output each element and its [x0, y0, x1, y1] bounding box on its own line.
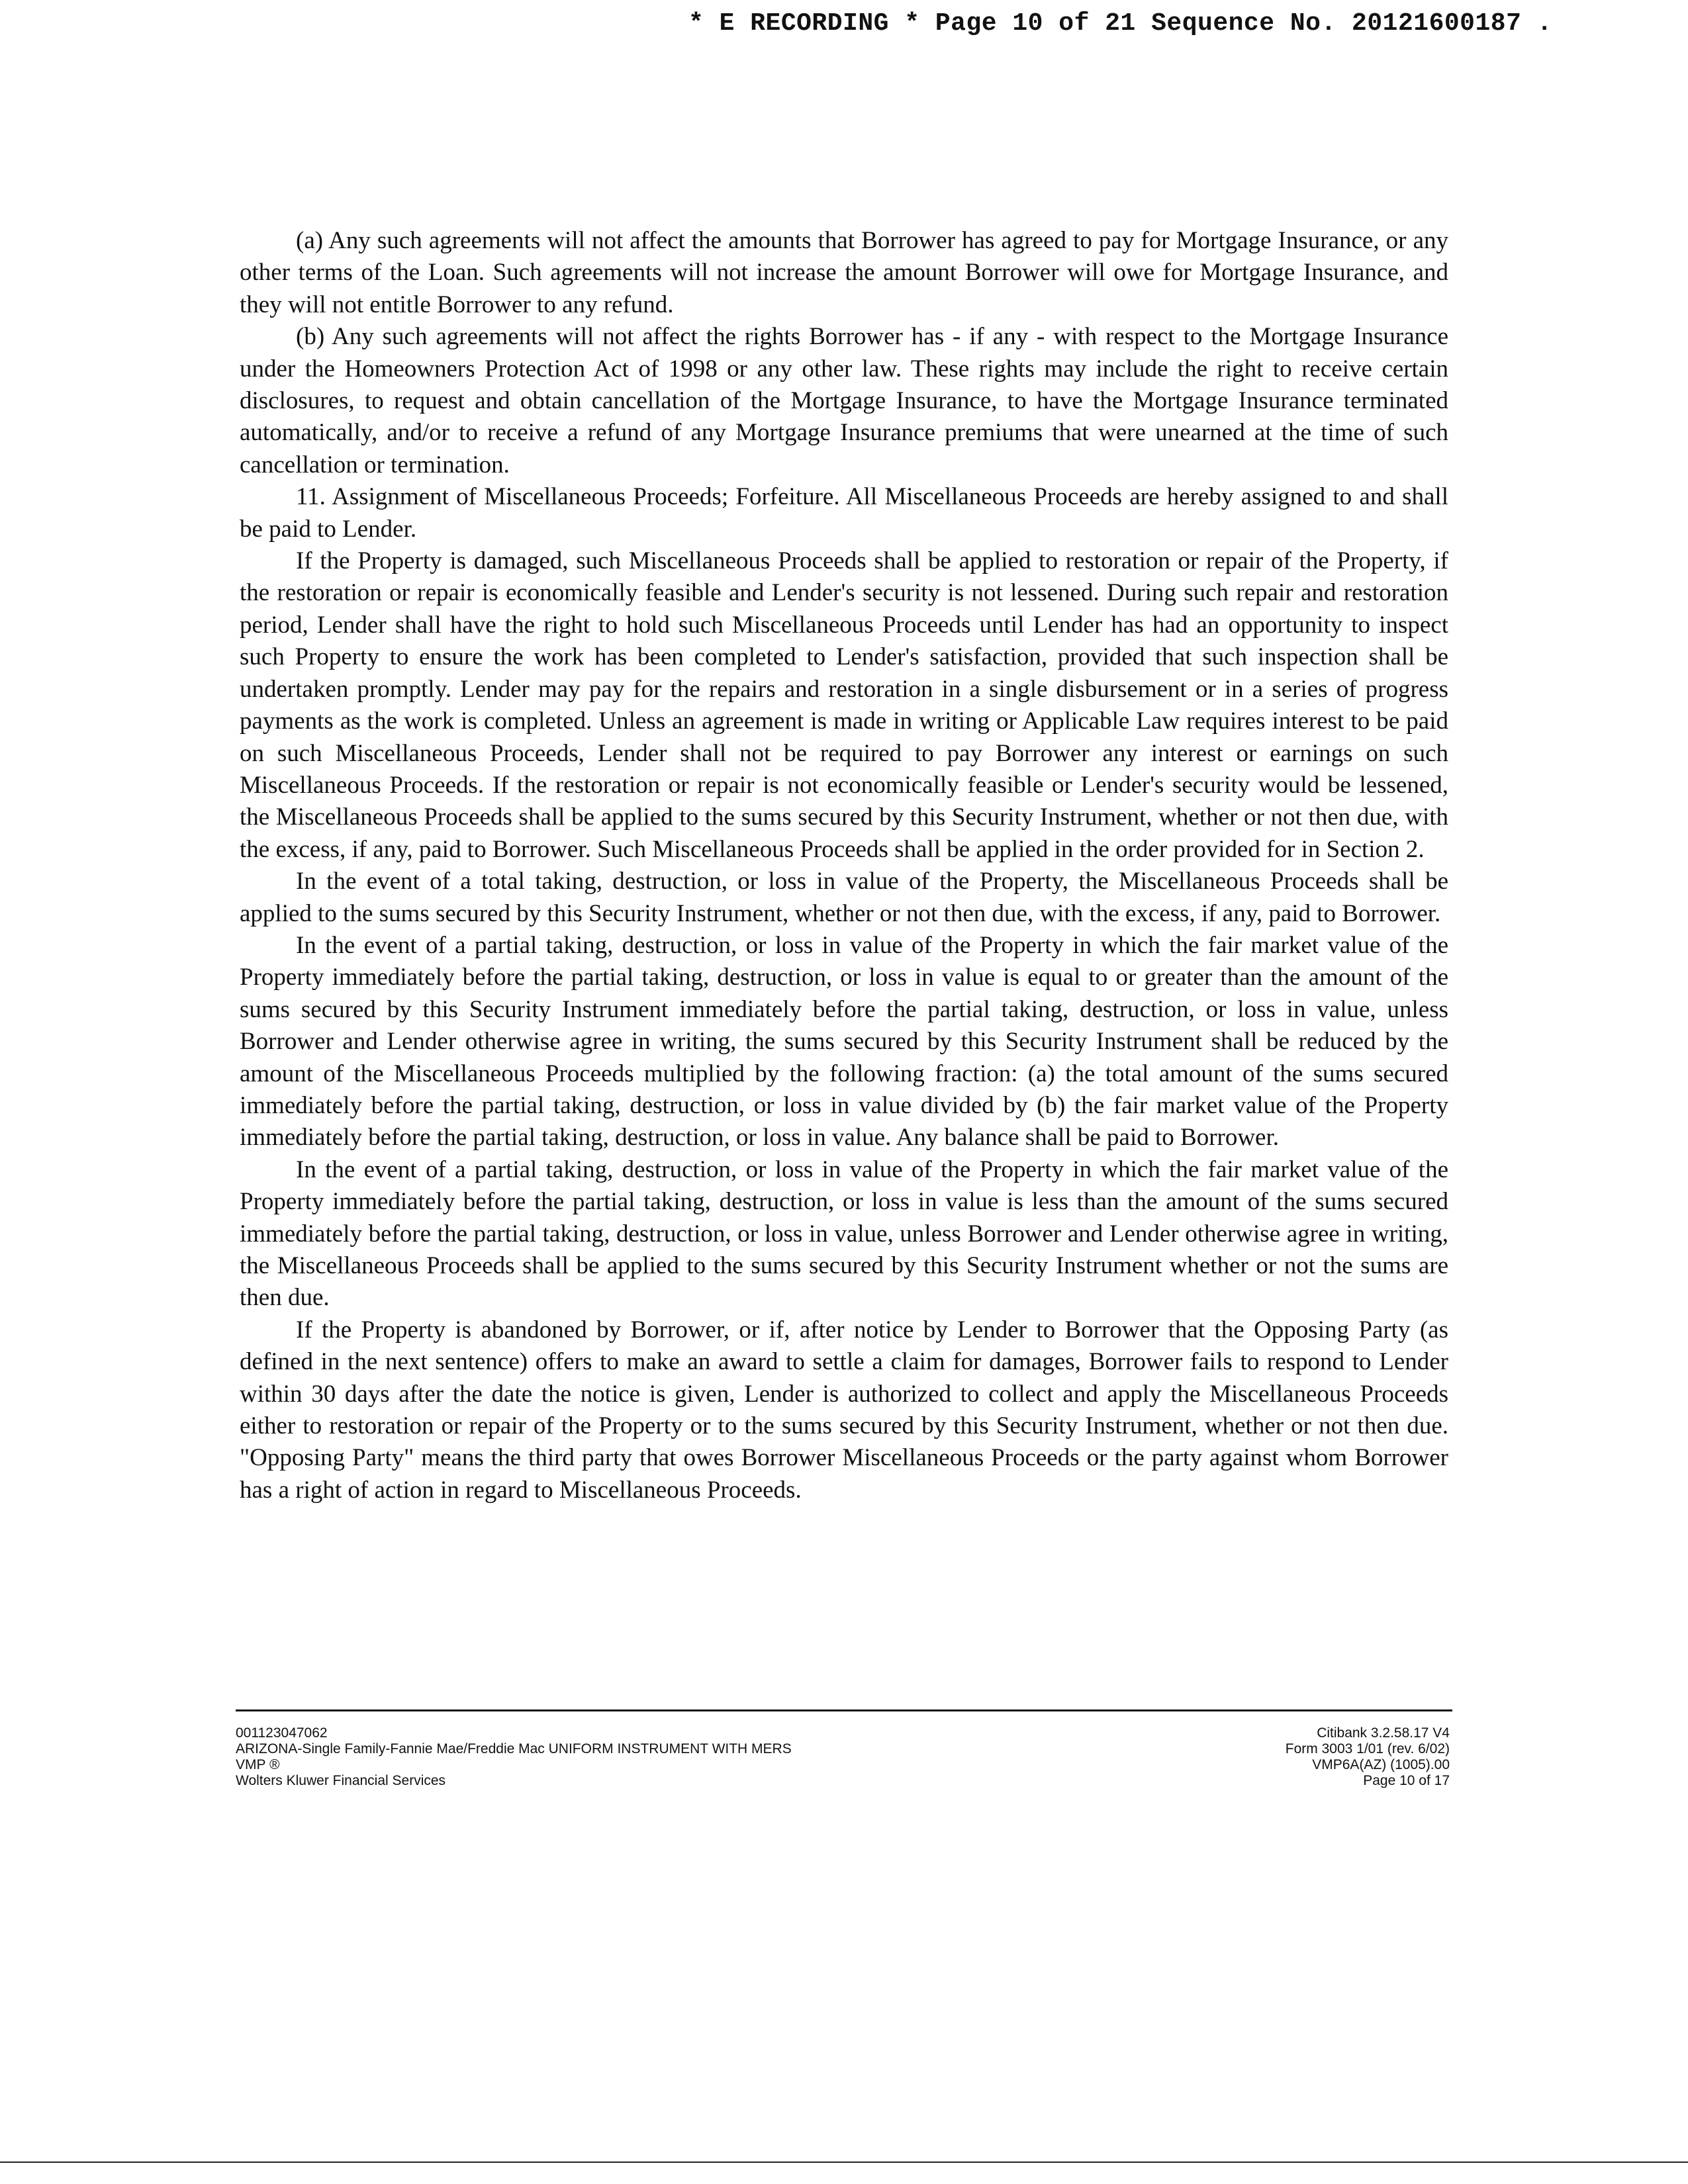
paragraph-partial-taking-equal: In the event of a partial taking, destruction, or loss in value of the Property in which the fair market value of the Property immediately before the partial taking, destruction, or loss in value is equal to or greater than the amount of the sums secured by this Security Instrument immediately before the partial taking, destruction, or loss in value, unless Borrower and Lender otherwise agree in writing, the sums secured by this Security Instrument shall be reduced by the amount of the Miscellaneous Proceeds multiplied by the following fraction: (a) the total amount of the sums secured immediately before the partial taking, destruction, or loss in value divided by (b) the fair market value of the Property immediately before the partial taking, destruction, or loss in value. Any balance shall be paid to Borrower.: [240, 931, 1448, 1152]
paragraph-property-damaged: If the Property is damaged, such Miscellaneous Proceeds shall be applied to restoration or repair of the Property, if the restoration or repair is economically feasible and Lender's security is not lessened. During such repair and restoration period, Lender shall have the right to hold such Miscellaneous Proceeds until Lender has had an opportunity to inspect such Property to ensure the work has been completed to Lender's satisfaction, provided that such inspection shall be undertaken promptly. Lender may pay for the repairs and restoration in a single disbursement or in a series of progress payments as the work is completed. Unless an agreement is made in writing or Applicable Law requires interest to be paid on such Miscellaneous Proceeds, Lender shall not be required to pay Borrower any interest or earnings on such Miscellaneous Proceeds. If the restoration or repair is not economically feasible or Lender's security would be lessened, the Miscellaneous Proceeds shall be applied to the sums secured by this Security Instrument, whether or not then due, with the excess, if any, paid to Borrower. Such Miscellaneous Proceeds shall be applied in the order provided for in Section 2.: [240, 547, 1448, 863]
document-body: [240, 225, 1448, 1506]
form-title: ARIZONA-Single Family-Fannie Mae/Freddie Mac UNIFORM INSTRUMENT WITH MERS: [236, 1741, 792, 1756]
paragraph-abandoned: If the Property is abandoned by Borrower, or if, after notice by Lender to Borrower that the Opposing Party (as defined in the next sentence) offers to make an award to settle a claim for damages, Borrower fails to respond to Lender within 30 days after the date the notice is given, Lender is authorized to collect and apply the Miscellaneous Proceeds either to restoration or repair of the Property or to the sums secured by this Security Instrument, whether or not then due. "Opposing Party" means the third party that owes Borrower Miscellaneous Proceeds or the party against whom Borrower has a right of action in regard to Miscellaneous Proceeds.: [240, 1316, 1448, 1504]
paragraph-b: (b) Any such agreements will not affect the rights Borrower has - if any - with respect to the Mortgage Insurance under the Homeowners Protection Act of 1998 or any other law. These rights may include the right to receive certain disclosures, to request and obtain cancellation of the Mortgage Insurance, to have the Mortgage Insurance terminated automatically, and/or to receive a refund of any Mortgage Insurance premiums that were unearned at the time of such cancellation or termination.: [240, 323, 1448, 478]
form-number: Form 3003 1/01 (rev. 6/02): [1285, 1741, 1450, 1756]
loan-number: 001123047062: [236, 1725, 328, 1741]
section-11-heading-paragraph: 11. Assignment of Miscellaneous Proceeds; Forfeiture. All Miscellaneous Proceeds are hereby assigned to and shall be paid to Lender.: [240, 483, 1448, 543]
publisher-name: Wolters Kluwer Financial Services: [236, 1773, 446, 1788]
lender-version: Citibank 3.2.58.17 V4: [1317, 1725, 1450, 1741]
footer-divider: [236, 1709, 1452, 1711]
scan-bottom-edge: [0, 2161, 1688, 2163]
paragraph-a: (a) Any such agreements will not affect the amounts that Borrower has agreed to pay for Mortgage Insurance, or any other terms of the Loan. Such agreements will not increase the amount Borrower will owe for Mortgage Insurance, and they will not entitle Borrower to any refund.: [240, 227, 1448, 318]
vmp-form-code: VMP6A(AZ) (1005).00: [1312, 1757, 1450, 1772]
footer-left-block: [236, 1725, 964, 1789]
recording-header: * E RECORDING * Page 10 of 21 Sequence No. 20121600187 .: [688, 9, 1553, 38]
paragraph-total-taking: In the event of a total taking, destruction, or loss in value of the Property, the Miscellaneous Proceeds shall be applied to the sums secured by this Security Instrument, whether or not then due, with the excess, if any, paid to Borrower.: [240, 868, 1448, 927]
footer-page-number: Page 10 of 17: [1363, 1773, 1450, 1788]
paragraph-partial-taking-less: In the event of a partial taking, destruction, or loss in value of the Property in which the fair market value of the Property immediately before the partial taking, destruction, or loss in value is less than the amount of the sums secured immediately before the partial taking, destruction, or loss in value, unless Borrower and Lender otherwise agree in writing, the Miscellaneous Proceeds shall be applied to the sums secured by this Security Instrument whether or not the sums are then due.: [240, 1156, 1448, 1312]
footer-right-block: [1192, 1725, 1450, 1789]
vmp-mark: VMP ®: [236, 1757, 280, 1772]
